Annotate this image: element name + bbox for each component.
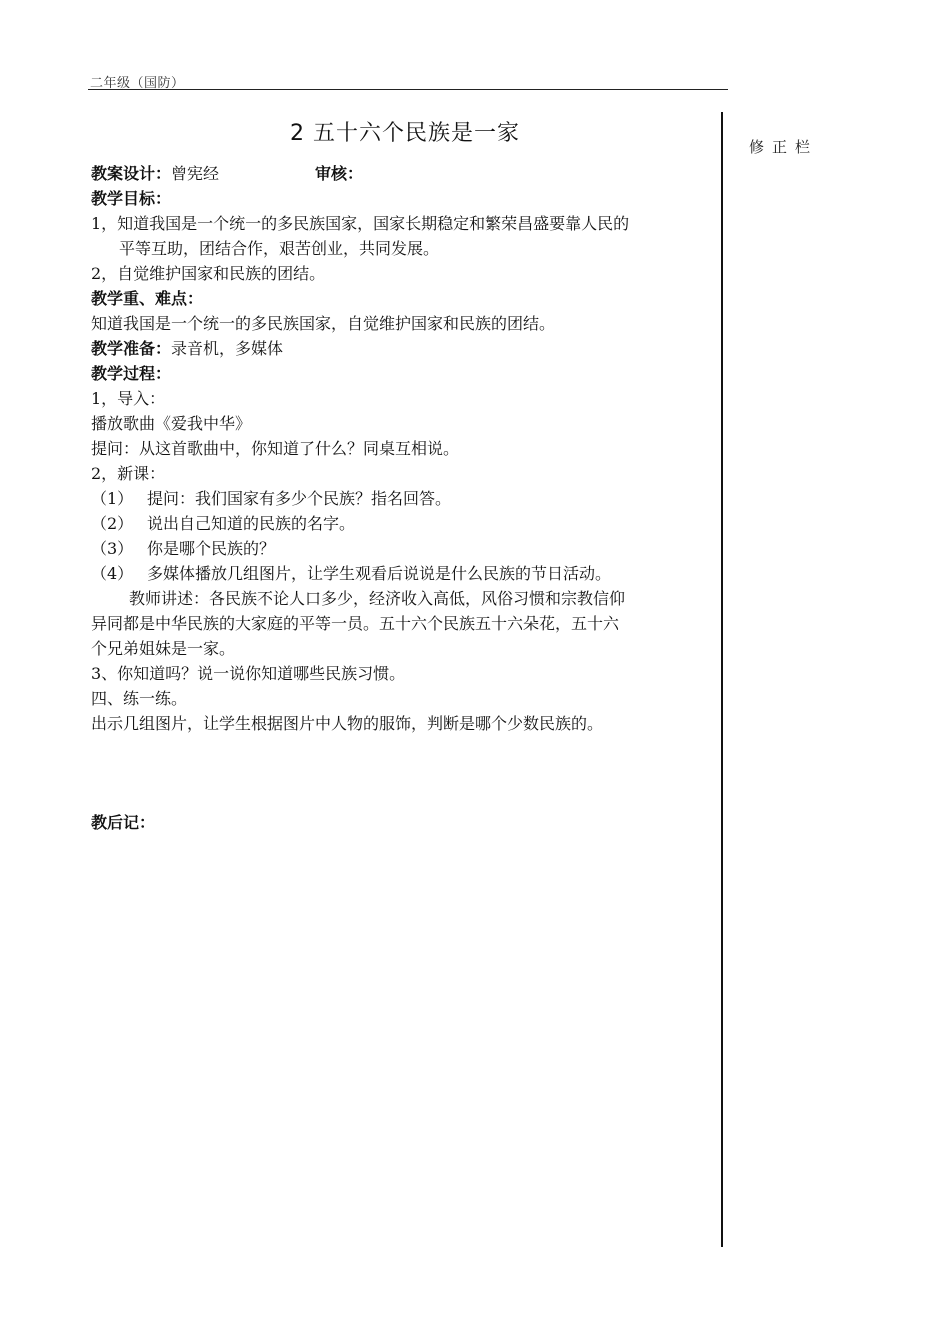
teacher-talk-line-1: 教师讲述：各民族不论人口多少，经济收入高低，风俗习惯和宗教信仰: [129, 589, 626, 608]
teacher-talk-line-2: 异同都是中华民族的大家庭的平等一员。五十六个民族五十六朵花，五十六: [91, 614, 620, 633]
prep-text: 录音机，多媒体: [171, 339, 284, 358]
prep-label: 教学准备：: [91, 339, 172, 358]
keypoints-text: 知道我国是一个统一的多民族国家，自觉维护国家和民族的团结。: [91, 314, 556, 333]
designer-label: 教案设计：: [91, 164, 172, 183]
item-text: 你是哪个民族的？: [147, 539, 276, 558]
step-3: 3、你知道吗？说一说你知道哪些民族习惯。: [91, 664, 406, 683]
item-number: （2）: [91, 514, 134, 533]
correction-column-title: 修正栏: [749, 138, 819, 156]
prep-line: [91, 336, 723, 361]
step-4: 四、练一练。: [91, 689, 188, 708]
list-item: [91, 511, 723, 536]
header-divider: [88, 89, 728, 90]
list-item: [91, 486, 723, 511]
lesson-title: 2 五十六个民族是一家: [290, 121, 520, 146]
post-lesson-notes-label: 教后记：: [91, 813, 156, 832]
list-item: [91, 536, 723, 561]
item-text: 说出自己知道的民族的名字。: [147, 514, 356, 533]
item-number: （1）: [91, 489, 134, 508]
step-1-b: 提问：从这首歌曲中，你知道了什么？同桌互相说。: [91, 439, 460, 458]
teacher-talk-line-3: 个兄弟姐妹是一家。: [91, 639, 236, 658]
goals-heading: 教学目标：: [91, 189, 172, 208]
step-1: 1，导入：: [91, 389, 166, 408]
item-text: 提问：我们国家有多少个民族？指名回答。: [147, 489, 452, 508]
process-heading: 教学过程：: [91, 364, 172, 383]
goal-1-line-1: 1，知道我国是一个统一的多民族国家，国家长期稳定和繁荣昌盛要靠人民的: [91, 214, 630, 233]
list-item: [91, 561, 723, 586]
reviewer-label: 审核：: [315, 164, 364, 183]
author-line: [91, 161, 723, 186]
keypoints-heading: 教学重、难点：: [91, 289, 204, 308]
item-number: （3）: [91, 539, 134, 558]
goal-1-line-2: 平等互助，团结合作，艰苦创业，共同发展。: [119, 239, 440, 258]
item-text: 多媒体播放几组图片，让学生观看后说说是什么民族的节日活动。: [147, 564, 612, 583]
designer-name: 曾宪经: [171, 164, 220, 183]
lesson-body: [91, 161, 723, 736]
goal-2: 2，自觉维护国家和民族的团结。: [91, 264, 326, 283]
step-1-a: 播放歌曲《爱我中华》: [91, 414, 252, 433]
header-grade: 二年级（国防）: [90, 76, 185, 91]
step-4-text: 出示几组图片，让学生根据图片中人物的服饰，判断是哪个少数民族的。: [91, 714, 604, 733]
step-2: 2，新课：: [91, 464, 166, 483]
item-number: （4）: [91, 564, 134, 583]
